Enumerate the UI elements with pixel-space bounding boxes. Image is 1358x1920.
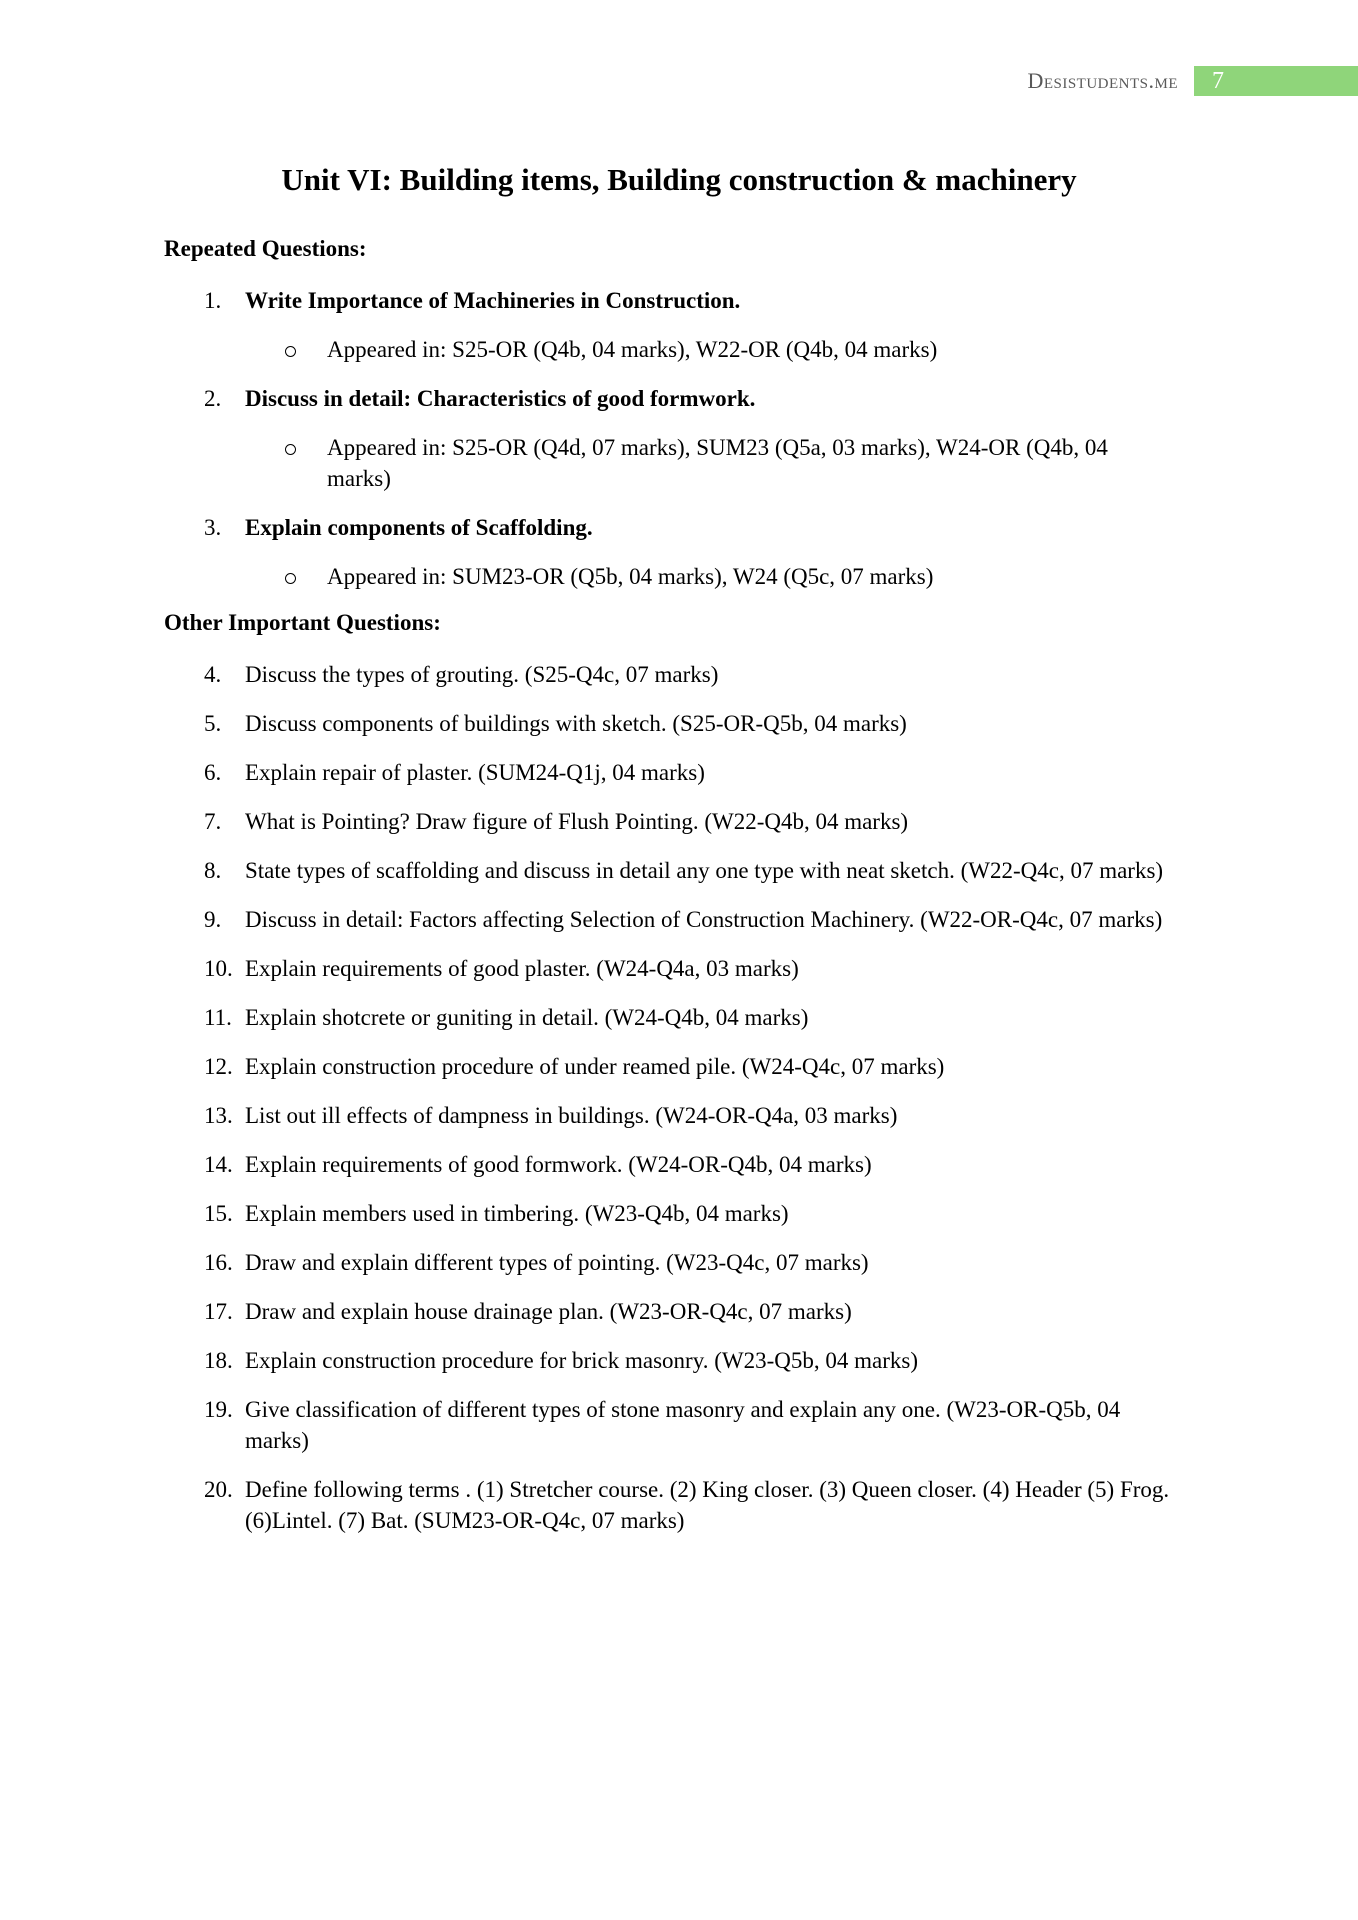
question-text: Give classification of different types of stone masonry and explain any one. (W23-OR-Q5b, 04 marks) xyxy=(245,1397,1121,1453)
other-question xyxy=(164,1100,1174,1131)
question-number: 16. xyxy=(204,1250,233,1275)
other-question xyxy=(164,1394,1174,1456)
other-question xyxy=(164,953,1174,984)
question-number: 18. xyxy=(204,1348,233,1373)
question-number: 15. xyxy=(204,1201,233,1226)
other-question xyxy=(164,1247,1174,1278)
other-questions-heading: Other Important Questions: xyxy=(164,610,441,635)
circle-bullet-icon xyxy=(285,346,296,357)
other-question xyxy=(164,1198,1174,1229)
circle-bullet-icon xyxy=(285,444,296,455)
circle-bullet-icon xyxy=(285,573,296,584)
question-number: 12. xyxy=(204,1054,233,1079)
question-text: Define following terms . (1) Stretcher course. (2) King closer. (3) Queen closer. (4) Header (5) Frog. (6)Lintel. (7) Bat. (SUM23-OR-Q4c, 07 marks) xyxy=(245,1477,1170,1533)
repeated-question xyxy=(164,512,1174,592)
other-question xyxy=(164,1296,1174,1327)
other-question xyxy=(164,1474,1174,1536)
question-number: 11. xyxy=(204,1005,232,1030)
site-name: Desistudents.me xyxy=(1027,68,1178,93)
question-text: Explain construction procedure of under reamed pile. (W24-Q4c, 07 marks) xyxy=(245,1054,945,1079)
question-text: Explain construction procedure for brick masonry. (W23-Q5b, 04 marks) xyxy=(245,1348,918,1373)
other-question xyxy=(164,1051,1174,1082)
other-question xyxy=(164,659,1174,690)
document-body xyxy=(164,236,1174,1536)
appeared-in-text: Appeared in: S25-OR (Q4b, 04 marks), W22-OR (Q4b, 04 marks) xyxy=(327,337,938,362)
question-text: Explain requirements of good formwork. (W24-OR-Q4b, 04 marks) xyxy=(245,1152,872,1177)
other-question xyxy=(164,904,1174,935)
other-question xyxy=(164,757,1174,788)
question-text: Discuss the types of grouting. (S25-Q4c, 07 marks) xyxy=(245,662,719,687)
question-number: 2. xyxy=(204,386,222,411)
question-text: Explain shotcrete or guniting in detail. (W24-Q4b, 04 marks) xyxy=(245,1005,809,1030)
question-number: 10. xyxy=(204,956,233,981)
question-text: List out ill effects of dampness in buildings. (W24-OR-Q4a, 03 marks) xyxy=(245,1103,898,1128)
question-text: Explain members used in timbering. (W23-Q4b, 04 marks) xyxy=(245,1201,789,1226)
question-text: Explain components of Scaffolding. xyxy=(245,515,593,540)
question-number: 3. xyxy=(204,515,222,540)
question-text: What is Pointing? Draw figure of Flush Pointing. (W22-Q4b, 04 marks) xyxy=(245,809,909,834)
question-text: Draw and explain different types of pointing. (W23-Q4c, 07 marks) xyxy=(245,1250,869,1275)
page-title: Unit VI: Building items, Building construction & machinery xyxy=(281,162,1077,197)
question-number: 14. xyxy=(204,1152,233,1177)
question-text: Explain repair of plaster. (SUM24-Q1j, 04 marks) xyxy=(245,760,705,785)
other-question xyxy=(164,1345,1174,1376)
other-question xyxy=(164,1002,1174,1033)
question-number: 20. xyxy=(204,1477,233,1502)
question-text: Discuss in detail: Factors affecting Selection of Construction Machinery. (W22-OR-Q4c, 07 marks) xyxy=(245,907,1163,932)
question-number: 5. xyxy=(204,711,222,736)
other-question xyxy=(164,708,1174,739)
question-number: 6. xyxy=(204,760,222,785)
question-number: 1. xyxy=(204,288,222,313)
question-text: State types of scaffolding and discuss in detail any one type with neat sketch. (W22-Q4c, 07 marks) xyxy=(245,858,1164,883)
other-questions-list xyxy=(164,659,1174,1536)
repeated-question xyxy=(164,383,1174,494)
repeated-questions-list xyxy=(164,285,1174,592)
question-text: Write Importance of Machineries in Construction. xyxy=(245,288,741,313)
question-text: Discuss in detail: Characteristics of good formwork. xyxy=(245,386,756,411)
repeated-questions-heading: Repeated Questions: xyxy=(164,236,367,261)
other-question xyxy=(164,806,1174,837)
other-question xyxy=(164,855,1174,886)
question-number: 8. xyxy=(204,858,222,883)
repeated-question xyxy=(164,285,1174,365)
appeared-in-text: Appeared in: S25-OR (Q4d, 07 marks), SUM23 (Q5a, 03 marks), W24-OR (Q4b, 04 marks) xyxy=(327,435,1108,491)
question-text: Draw and explain house drainage plan. (W23-OR-Q4c, 07 marks) xyxy=(245,1299,852,1324)
question-number: 19. xyxy=(204,1397,233,1422)
question-number: 13. xyxy=(204,1103,233,1128)
question-number: 7. xyxy=(204,809,222,834)
question-number: 4. xyxy=(204,662,222,687)
question-text: Explain requirements of good plaster. (W24-Q4a, 03 marks) xyxy=(245,956,799,981)
other-question xyxy=(164,1149,1174,1180)
appeared-in-text: Appeared in: SUM23-OR (Q5b, 04 marks), W24 (Q5c, 07 marks) xyxy=(327,564,934,589)
question-number: 9. xyxy=(204,907,222,932)
page-header xyxy=(1027,66,1358,96)
page-number: 7 xyxy=(1194,66,1358,96)
question-text: Discuss components of buildings with sketch. (S25-OR-Q5b, 04 marks) xyxy=(245,711,907,736)
question-number: 17. xyxy=(204,1299,233,1324)
